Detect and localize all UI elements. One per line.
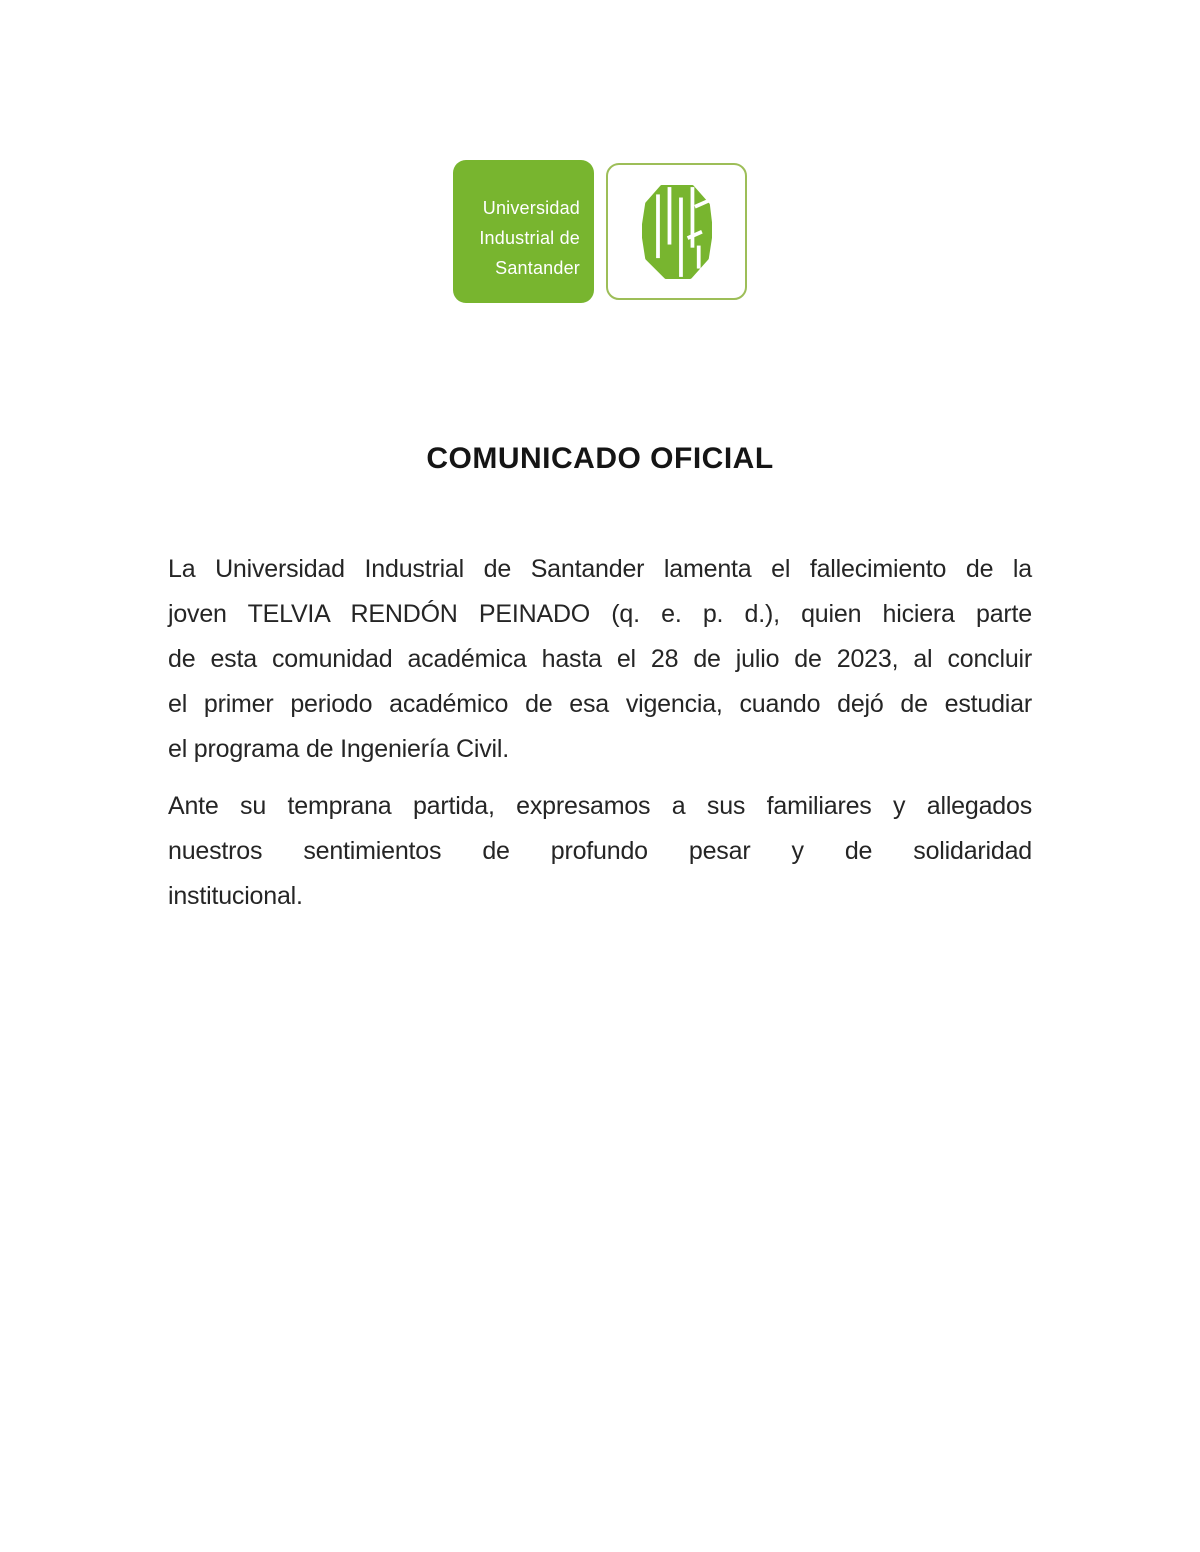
paragraph-1-line: La Universidad Industrial de Santander lamenta el fallecimiento de la [168, 555, 1032, 583]
paragraph-2-line: institucional. [168, 882, 303, 910]
wordmark-line-3: Santander [495, 258, 580, 278]
paragraph-2-line: Ante su temprana partida, expresamos a sus familiares y allegados [168, 792, 1032, 820]
paragraph-1-line: el primer periodo académico de esa vigencia, cuando dejó de estudiar [168, 690, 1032, 718]
paragraph-1-line: el programa de Ingeniería Civil. [168, 735, 509, 763]
university-wordmark [453, 160, 594, 303]
university-logo [0, 160, 1200, 303]
uis-emblem-box [606, 163, 747, 300]
wordmark-line-1: Universidad [482, 198, 580, 218]
paragraph-2-line: nuestros sentimientos de profundo pesar y de solidaridad [168, 837, 1032, 865]
paragraph-1 [168, 547, 1032, 772]
paragraph-1-line: joven TELVIA RENDÓN PEINADO (q. e. p. d.), quien hiciera parte [168, 600, 1032, 628]
page-title: COMUNICADO OFICIAL [426, 442, 774, 475]
wordmark-line-2: Industrial de [479, 228, 580, 248]
document-body [168, 547, 1032, 919]
uis-monogram-icon [642, 185, 712, 279]
paragraph-1-line: de esta comunidad académica hasta el 28 de julio de 2023, al concluir [168, 645, 1032, 673]
paragraph-2 [168, 784, 1032, 919]
